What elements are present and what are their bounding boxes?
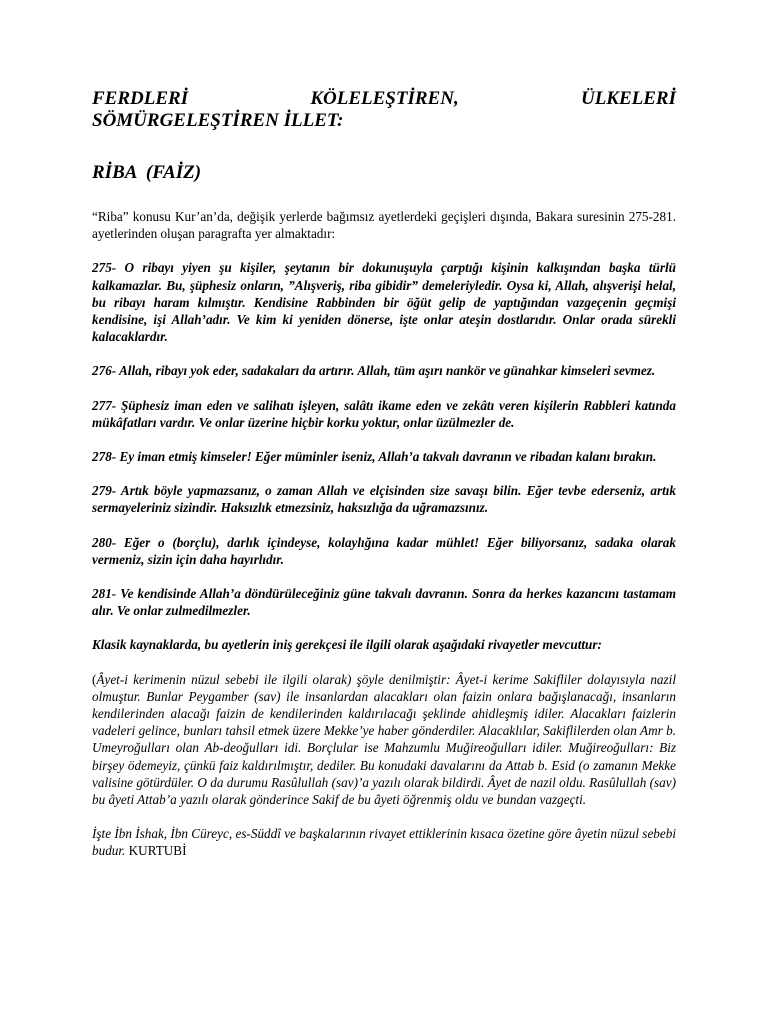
title-word: FERDLERİ bbox=[92, 88, 189, 109]
title-word: KÖLELEŞTİREN, bbox=[310, 88, 459, 109]
title-line-1 bbox=[92, 88, 676, 110]
verse-281: 281- Ve kendisinde Allah’a döndürüleceğiniz güne takvalı davranın. Sonra da herkes kazancını tastamam alır. Ve onlar zulmedilmezler. bbox=[92, 586, 676, 619]
story-text: Âyet-i kerimenin nüzul sebebi ile ilgili olarak) şöyle denilmiştir: Âyet-i kerime Sakifliler dolayısıyla nazil olmuştur. Bunlar Peygamber (sav) ile insanlardan alacakları olan faizin onlara bağışlanacağı, insanların kendilerinden alacağı faizin de kendilerinden kaldırılacağı şeklinde ahidleşmiş idiler. Alacakları faizlerin vadeleri gelince, bunları tahsil etmek üzere Mekke’ye haber gönderdiler. Alacaklılar, Sakiflilerden olan Amr b. Umeyroğulları olan Ab-deoğulları idi. Borçlular ise Mahzumlu Muğireoğulları idiler. Muğireoğulları: Biz birşey ödemeyiz, çünkü faiz kaldırılmıştır, dediler. Bu konudaki davalarını da Attab b. Esid (o zamanın Mekke valisine götürdüler. O da durumu Rasûlullah (sav)’a yazılı olarak bildirdi. Âyet de nazil oldu. Rasûlullah (sav) bu âyeti Attab’a yazılı olarak gönderince Sakif de bu âyeti öğrenmiş oldu ve bundan vazgeçti. bbox=[92, 671, 676, 808]
verse-279: 279- Artık böyle yapmazsanız, o zaman Allah ve elçisinden size savaşı bilin. Eğer tevbe ederseniz, artık sermayeleriniz sizindir. Haksızlık etmezsiniz, haksızlığa da uğramazsınız. bbox=[92, 483, 676, 516]
document-title bbox=[92, 88, 676, 132]
intro-paragraph: “Riba” konusu Kur’an’da, değişik yerlerde bağımsız ayetlerdeki geçişleri dışında, Bakara suresinin 275-281. ayetlerinden oluşan paragrafta yer almaktadır: bbox=[92, 209, 676, 242]
classical-sources-heading: Klasik kaynaklarda, bu ayetlerin iniş gerekçesi ile ilgili olarak aşağıdaki rivayetler mevcuttur: bbox=[92, 637, 602, 653]
story-open-paren: ( bbox=[92, 671, 97, 687]
title-line-2: SÖMÜRGELEŞTİREN İLLET: bbox=[92, 110, 344, 131]
source-paragraph bbox=[92, 825, 676, 859]
source-author: KURTUBİ bbox=[128, 843, 187, 859]
document-subtitle: RİBA (FAİZ) bbox=[92, 162, 202, 183]
verse-277: 277- Şüphesiz iman eden ve salihatı işleyen, salâtı ikame eden ve zekâtı veren kişilerin Rabbleri katında mükâfatları vardır. Ve onlar üzerine hiçbir korku yoktur, onlar üzülmezler de. bbox=[92, 397, 676, 430]
verse-275: 275- O ribayı yiyen şu kişiler, şeytanın bir dokunuşuyla çarptığı kişinin kalkışından başka türlü kalkamazlar. Bu, şüphesiz onların, ”Alışveriş, riba gibidir” demeleriyledir. Oysa ki, Allah, alışverişi helal, bu ribayı haram kılmıştır. Kendisine Rabbinden bir öğüt gelip de yaptığından vazgeçenin geçmişi kendisine, işi Allah’adır. Ve kim ki yeniden dönerse, işte onlar ateşin dostlarıdır. Onlar orada sürekli kalacaklardır. bbox=[92, 260, 676, 345]
revelation-story-paragraph bbox=[92, 671, 676, 809]
verse-278: 278- Ey iman etmiş kimseler! Eğer müminler iseniz, Allah’a takvalı davranın ve ribadan kalanı bırakın. bbox=[92, 449, 657, 465]
title-word: ÜLKELERİ bbox=[580, 88, 676, 109]
verse-276: 276- Allah, ribayı yok eder, sadakaları da artırır. Allah, tüm aşırı nankör ve günahkar kimseleri sevmez. bbox=[92, 363, 656, 379]
document-body bbox=[92, 88, 676, 860]
verse-280: 280- Eğer o (borçlu), darlık içindeyse, kolaylığına kadar mühlet! Eğer biliyorsanız, sadaka olarak vermeniz, sizin için daha hayırlıdır. bbox=[92, 534, 676, 567]
source-text: İşte İbn İshak, İbn Cüreyc, es-Süddî ve başkalarının rivayet ettiklerinin kısaca özetine göre âyetin nüzul sebebi budur. bbox=[92, 826, 676, 859]
